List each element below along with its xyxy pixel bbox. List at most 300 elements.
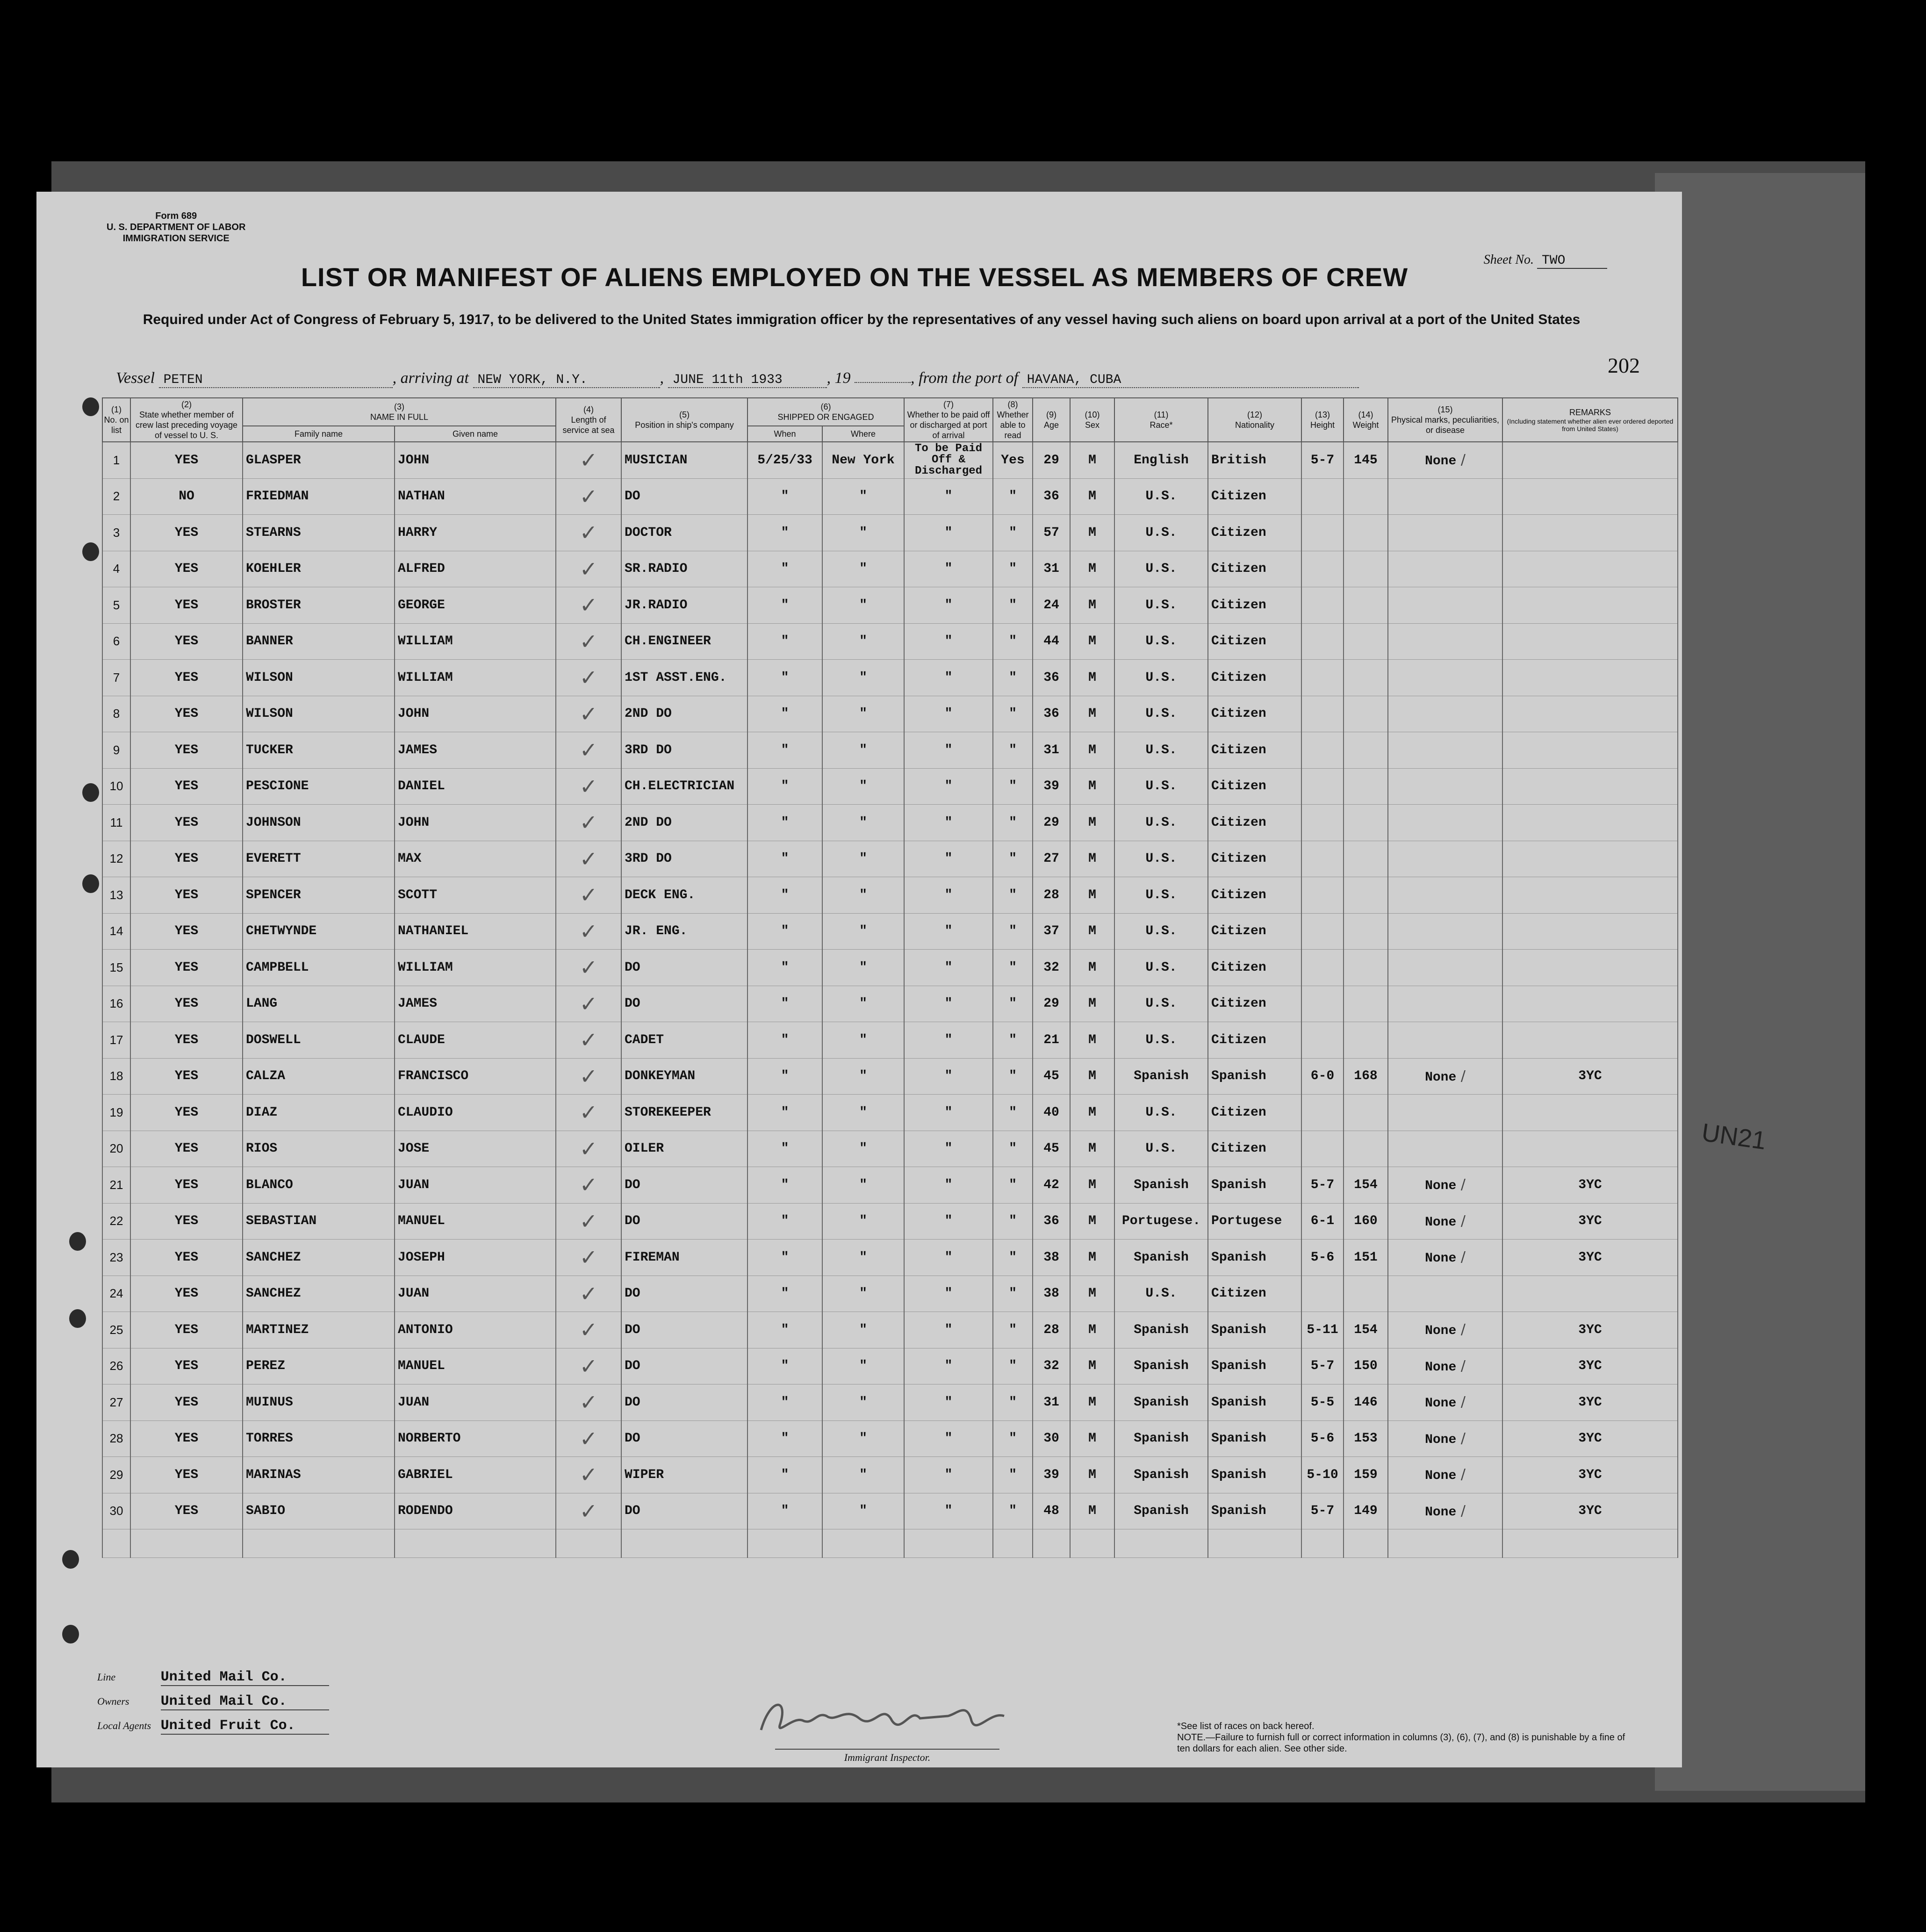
- paid-off: ": [944, 1431, 953, 1446]
- row-number: 21: [109, 1177, 123, 1192]
- position: DO: [625, 1504, 640, 1519]
- check-mark-icon: ✓: [579, 1100, 598, 1125]
- age: 45: [1043, 1069, 1059, 1084]
- service-check-cell: [556, 478, 621, 515]
- nationality: Spanish: [1211, 1467, 1266, 1482]
- table-row: [102, 1348, 1678, 1384]
- sex: M: [1088, 634, 1096, 649]
- weight-cell: [1344, 623, 1388, 660]
- nationality: Citizen: [1211, 634, 1266, 649]
- sex-cell: [1070, 732, 1114, 769]
- able-to-read: ": [1009, 1431, 1017, 1446]
- position-cell: [621, 587, 747, 624]
- family-name-cell: [243, 442, 395, 478]
- family-name: GLASPER: [246, 453, 301, 468]
- header-weight: (14) Weight: [1344, 398, 1388, 442]
- able-to-read-cell: [993, 1348, 1033, 1384]
- shipped-where: ": [859, 924, 867, 939]
- shipped-when: ": [781, 1069, 789, 1084]
- shipped-when-cell: [747, 515, 822, 551]
- position-cell: [621, 732, 747, 769]
- physical-marks-cell: [1388, 805, 1502, 841]
- shipped-where: ": [859, 1250, 867, 1265]
- shipped-where-cell: [822, 1493, 904, 1529]
- crew-table: [102, 397, 1678, 1558]
- shipped-when: ": [781, 670, 789, 685]
- paid-off-cell: [904, 696, 993, 732]
- weight-cell: [1344, 1420, 1388, 1457]
- shipped-when: ": [781, 1395, 789, 1410]
- shipped-when-cell: [747, 732, 822, 769]
- row-number-cell: [102, 587, 130, 624]
- nationality: Citizen: [1211, 851, 1266, 866]
- sex-cell: [1070, 1348, 1114, 1384]
- form-identifier: [107, 210, 245, 244]
- paid-off-cell: [904, 1493, 993, 1529]
- sex-cell: [1070, 442, 1114, 478]
- remarks-cell: [1502, 515, 1678, 551]
- age-cell: [1033, 551, 1070, 587]
- able-to-read: ": [1009, 996, 1017, 1011]
- given-name-cell: [395, 768, 556, 805]
- row-number: 6: [113, 634, 120, 649]
- position: 2ND DO: [625, 706, 672, 721]
- header-position: (5) Position in ship's company: [621, 398, 747, 442]
- row-number-cell: [102, 950, 130, 986]
- service-check-cell: [556, 1457, 621, 1493]
- sex-cell: [1070, 515, 1114, 551]
- nationality-cell: [1208, 660, 1301, 696]
- weight-cell: [1344, 1022, 1388, 1059]
- given-name: MAX: [398, 851, 422, 866]
- table-row: [102, 986, 1678, 1022]
- position: CH.ELECTRICIAN: [625, 779, 735, 794]
- age: 32: [1043, 1359, 1059, 1374]
- prev-voyage-cell: [130, 442, 243, 478]
- backing-sheet-edge: [1655, 173, 1865, 1791]
- service-check-cell: [556, 587, 621, 624]
- position: DO: [625, 1359, 640, 1374]
- position-cell: [621, 696, 747, 732]
- prev-voyage: YES: [174, 525, 199, 540]
- blank-cell: [1114, 1529, 1208, 1558]
- position: WIPER: [625, 1467, 664, 1482]
- race-cell: [1114, 551, 1208, 587]
- family-name: SANCHEZ: [246, 1286, 301, 1301]
- nationality-cell: [1208, 986, 1301, 1022]
- punch-hole: [62, 1625, 79, 1644]
- header-age: (9) Age: [1033, 398, 1070, 442]
- family-name-cell: [243, 841, 395, 877]
- remarks-cell: [1502, 551, 1678, 587]
- check-mark-icon: ✓: [579, 665, 598, 691]
- sex: M: [1088, 598, 1096, 613]
- weight-cell: [1344, 1493, 1388, 1529]
- race: U.S.: [1145, 1141, 1177, 1156]
- sex: M: [1088, 1286, 1096, 1301]
- given-name: JOSE: [398, 1141, 430, 1156]
- nationality-cell: [1208, 950, 1301, 986]
- height: 5-6: [1310, 1431, 1335, 1446]
- header-row: [102, 398, 1678, 426]
- weight-cell: [1344, 587, 1388, 624]
- header-no: (1) No. on list: [102, 398, 130, 442]
- race: U.S.: [1145, 960, 1177, 975]
- shipped-when: ": [781, 1032, 789, 1047]
- position-cell: [621, 841, 747, 877]
- shipped-where-cell: [822, 587, 904, 624]
- family-name-cell: [243, 587, 395, 624]
- remarks-cell: [1502, 986, 1678, 1022]
- header-race: (11) Race*: [1114, 398, 1208, 442]
- remarks: 3YC: [1578, 1214, 1602, 1229]
- position: DO: [625, 1177, 640, 1192]
- year-blank: [855, 382, 911, 383]
- race: Spanish: [1134, 1250, 1189, 1265]
- nationality: Citizen: [1211, 743, 1266, 757]
- position-cell: [621, 1348, 747, 1384]
- able-to-read-cell: [993, 768, 1033, 805]
- weight: 159: [1354, 1467, 1378, 1482]
- able-to-read-cell: [993, 1384, 1033, 1421]
- weight-cell: [1344, 732, 1388, 769]
- remarks-cell: [1502, 1348, 1678, 1384]
- paid-off-cell: [904, 623, 993, 660]
- height-cell: [1301, 551, 1344, 587]
- age: 32: [1043, 960, 1059, 975]
- given-name-cell: [395, 1493, 556, 1529]
- race: Spanish: [1134, 1431, 1189, 1446]
- paid-off-cell: [904, 515, 993, 551]
- given-name-cell: [395, 950, 556, 986]
- height-cell: [1301, 1457, 1344, 1493]
- height-cell: [1301, 1131, 1344, 1167]
- edge-stamp: UN21: [1700, 1118, 1768, 1155]
- given-name-cell: [395, 841, 556, 877]
- age: 42: [1043, 1177, 1059, 1192]
- family-name-cell: [243, 623, 395, 660]
- shipped-when: ": [781, 525, 789, 540]
- family-name: BROSTER: [246, 598, 301, 613]
- vessel-line: Vessel PETEN , arriving at NEW YORK, N.Y. , JUNE 11th 1933 , 19 , from the port of HAVANA, CUBA: [116, 369, 1359, 388]
- departure-port: HAVANA, CUBA: [1022, 373, 1359, 388]
- shipped-where: ": [859, 960, 867, 975]
- footnote-races: *See list of races on back hereof.: [1177, 1721, 1315, 1731]
- prev-voyage-cell: [130, 1167, 243, 1204]
- nationality: Citizen: [1211, 670, 1266, 685]
- family-name: WILSON: [246, 670, 293, 685]
- table-row: [102, 551, 1678, 587]
- paid-off: ": [944, 743, 953, 757]
- header-where: Where: [822, 426, 904, 442]
- blank-cell: [1388, 1529, 1502, 1558]
- family-name: BLANCO: [246, 1177, 293, 1192]
- shipped-where: ": [859, 851, 867, 866]
- paid-off: ": [944, 525, 953, 540]
- check-mark-icon: ✓: [579, 447, 598, 473]
- owners-label: Owners: [97, 1695, 129, 1707]
- physical-marks: None: [1425, 1396, 1457, 1411]
- able-to-read-cell: [993, 1203, 1033, 1240]
- header-shipped: (6) SHIPPED OR ENGAGED: [747, 398, 904, 426]
- check-mark-icon: ✓: [579, 701, 598, 727]
- given-name: NATHANIEL: [398, 924, 469, 939]
- shipped-where: ": [859, 1141, 867, 1156]
- check-mark-icon: ✓: [579, 846, 598, 872]
- row-number-cell: [102, 1276, 130, 1312]
- paid-off: ": [944, 1395, 953, 1410]
- weight-cell: [1344, 1058, 1388, 1095]
- paid-off-cell: [904, 1131, 993, 1167]
- paid-off: ": [944, 489, 953, 504]
- shipped-when: ": [781, 1177, 789, 1192]
- sex: M: [1088, 453, 1096, 468]
- service-check-cell: [556, 551, 621, 587]
- shipped-where-cell: [822, 877, 904, 914]
- height-cell: [1301, 478, 1344, 515]
- position-cell: [621, 950, 747, 986]
- able-to-read-cell: [993, 950, 1033, 986]
- shipped-when-cell: [747, 1457, 822, 1493]
- able-to-read-cell: [993, 442, 1033, 478]
- shipped-where-cell: [822, 913, 904, 950]
- race: U.S.: [1145, 706, 1177, 721]
- shipped-where: ": [859, 1504, 867, 1519]
- paid-off: ": [944, 887, 953, 902]
- weight-cell: [1344, 1240, 1388, 1276]
- weight: 151: [1354, 1250, 1378, 1265]
- prev-voyage-cell: [130, 478, 243, 515]
- height: 6-0: [1310, 1069, 1335, 1084]
- header-height: (13) Height: [1301, 398, 1344, 442]
- nationality: Spanish: [1211, 1069, 1266, 1084]
- form-service: IMMIGRATION SERVICE: [122, 233, 230, 244]
- family-name: PEREZ: [246, 1359, 286, 1374]
- height-cell: [1301, 1312, 1344, 1348]
- nationality-cell: [1208, 587, 1301, 624]
- weight-cell: [1344, 1131, 1388, 1167]
- table-row: [102, 587, 1678, 624]
- family-name: SANCHEZ: [246, 1250, 301, 1265]
- blank-cell: [993, 1529, 1033, 1558]
- physical-marks-cell: [1388, 1095, 1502, 1131]
- given-name: JUAN: [398, 1177, 430, 1192]
- nationality-cell: [1208, 1384, 1301, 1421]
- service-check-cell: [556, 1167, 621, 1204]
- row-number: 23: [109, 1250, 123, 1264]
- row-number: 8: [113, 706, 120, 721]
- service-check-cell: [556, 732, 621, 769]
- paid-off: ": [944, 1177, 953, 1192]
- able-to-read: ": [1009, 1286, 1017, 1301]
- nationality: Spanish: [1211, 1322, 1266, 1337]
- able-to-read-cell: [993, 805, 1033, 841]
- shipped-when: ": [781, 1359, 789, 1374]
- family-name: SPENCER: [246, 887, 301, 902]
- row-number: 12: [109, 851, 123, 866]
- check-mark-icon: ✓: [579, 882, 598, 908]
- shipped-where: ": [859, 562, 867, 577]
- shipped-where-cell: [822, 1276, 904, 1312]
- race: U.S.: [1145, 779, 1177, 794]
- age-cell: [1033, 587, 1070, 624]
- given-name-cell: [395, 1240, 556, 1276]
- nationality-cell: [1208, 768, 1301, 805]
- shipped-where-cell: [822, 551, 904, 587]
- physical-marks-cell: [1388, 660, 1502, 696]
- given-name-cell: [395, 877, 556, 914]
- race-cell: [1114, 1457, 1208, 1493]
- able-to-read: ": [1009, 1069, 1017, 1084]
- shipped-where: ": [859, 670, 867, 685]
- row-number: 13: [109, 887, 123, 902]
- prev-voyage: YES: [174, 1214, 199, 1229]
- shipped-where: ": [859, 1467, 867, 1482]
- remarks-cell: [1502, 1420, 1678, 1457]
- race: Spanish: [1134, 1467, 1189, 1482]
- remarks: 3YC: [1578, 1504, 1602, 1519]
- able-to-read-cell: [993, 623, 1033, 660]
- header-nationality: (12) Nationality: [1208, 398, 1301, 442]
- race: U.S.: [1145, 525, 1177, 540]
- remarks-cell: [1502, 660, 1678, 696]
- table-row: [102, 1058, 1678, 1095]
- given-name-cell: [395, 1420, 556, 1457]
- shipped-when-cell: [747, 1420, 822, 1457]
- able-to-read: Yes: [1001, 453, 1025, 468]
- sex: M: [1088, 743, 1096, 757]
- shipped-when: ": [781, 1504, 789, 1519]
- paid-off-cell: [904, 1312, 993, 1348]
- able-to-read: ": [1009, 1395, 1017, 1410]
- given-name: JUAN: [398, 1395, 430, 1410]
- race-cell: [1114, 1022, 1208, 1059]
- nationality-cell: [1208, 732, 1301, 769]
- nationality: Portugese: [1211, 1214, 1282, 1229]
- row-number-cell: [102, 1312, 130, 1348]
- height: 5-5: [1310, 1395, 1335, 1410]
- family-name: DIAZ: [246, 1105, 278, 1120]
- nationality: Spanish: [1211, 1359, 1266, 1374]
- header-remarks: REMARKS (Including statement whether alien ever ordered deported from United States): [1502, 398, 1678, 442]
- paid-off-cell: [904, 768, 993, 805]
- able-to-read-cell: [993, 587, 1033, 624]
- check-mark-icon: ✓: [579, 520, 598, 546]
- physical-marks-cell: [1388, 877, 1502, 914]
- prev-voyage: YES: [174, 960, 199, 975]
- race-cell: [1114, 1420, 1208, 1457]
- paid-off-cell: [904, 732, 993, 769]
- given-name-cell: [395, 1457, 556, 1493]
- given-name: MANUEL: [398, 1359, 445, 1374]
- nationality: Citizen: [1211, 1286, 1266, 1301]
- nationality-cell: [1208, 1022, 1301, 1059]
- row-number: 7: [113, 670, 120, 685]
- row-number-cell: [102, 877, 130, 914]
- shipped-when: ": [781, 1141, 789, 1156]
- shipped-where: ": [859, 1105, 867, 1120]
- nationality: Spanish: [1211, 1504, 1266, 1519]
- race-cell: [1114, 696, 1208, 732]
- paid-off-cell: [904, 950, 993, 986]
- height-cell: [1301, 986, 1344, 1022]
- age: 38: [1043, 1250, 1059, 1265]
- check-mark-icon: ✓: [579, 1353, 598, 1379]
- able-to-read-cell: [993, 696, 1033, 732]
- physical-marks: None: [1425, 1505, 1457, 1520]
- able-to-read: ": [1009, 887, 1017, 902]
- nationality-cell: [1208, 442, 1301, 478]
- given-name: JOHN: [398, 706, 430, 721]
- sex: M: [1088, 996, 1096, 1011]
- given-name-cell: [395, 732, 556, 769]
- table-row: [102, 1384, 1678, 1421]
- page-number: 202: [1608, 353, 1640, 377]
- punch-hole: [82, 783, 99, 802]
- blank-cell: [904, 1529, 993, 1558]
- family-name: MARTINEZ: [246, 1322, 309, 1337]
- weight: 149: [1354, 1504, 1378, 1519]
- remarks-cell: [1502, 1276, 1678, 1312]
- position: DO: [625, 1431, 640, 1446]
- weight-cell: [1344, 913, 1388, 950]
- position-cell: [621, 1276, 747, 1312]
- height-cell: [1301, 623, 1344, 660]
- physical-marks-cell: [1388, 696, 1502, 732]
- sex: M: [1088, 1250, 1096, 1265]
- family-name-cell: [243, 1022, 395, 1059]
- age: 29: [1043, 996, 1059, 1011]
- given-name: WILLIAM: [398, 670, 453, 685]
- position: DOCTOR: [625, 525, 672, 540]
- shipped-where-cell: [822, 1240, 904, 1276]
- nationality-cell: [1208, 1131, 1301, 1167]
- paid-off: ": [944, 1359, 953, 1374]
- height-cell: [1301, 1095, 1344, 1131]
- prev-voyage-cell: [130, 1457, 243, 1493]
- row-number: 14: [109, 924, 123, 938]
- service-check-cell: [556, 913, 621, 950]
- family-name: TUCKER: [246, 743, 293, 757]
- nationality-cell: [1208, 515, 1301, 551]
- weight-cell: [1344, 950, 1388, 986]
- shipped-when-cell: [747, 442, 822, 478]
- row-number: 4: [113, 562, 120, 576]
- prev-voyage-cell: [130, 986, 243, 1022]
- shipped-where: ": [859, 525, 867, 540]
- shipped-where-cell: [822, 478, 904, 515]
- check-mark-icon: ✓: [579, 1498, 598, 1524]
- able-to-read: ": [1009, 924, 1017, 939]
- age: 30: [1043, 1431, 1059, 1446]
- nationality-cell: [1208, 1058, 1301, 1095]
- weight-cell: [1344, 805, 1388, 841]
- row-number-cell: [102, 515, 130, 551]
- row-number-cell: [102, 696, 130, 732]
- race-cell: [1114, 1167, 1208, 1204]
- shipped-when: ": [781, 706, 789, 721]
- shipped-when-cell: [747, 1384, 822, 1421]
- row-number-cell: [102, 913, 130, 950]
- paid-off: To be Paid Off & Discharged: [915, 442, 983, 478]
- paid-off-cell: [904, 1167, 993, 1204]
- header-prev-voyage: (2) State whether member of crew last preceding voyage of vessel to U. S.: [130, 398, 243, 442]
- position-cell: [621, 1384, 747, 1421]
- given-name: JAMES: [398, 996, 438, 1011]
- position-cell: [621, 442, 747, 478]
- shipped-when: ": [781, 815, 789, 830]
- able-to-read: ": [1009, 815, 1017, 830]
